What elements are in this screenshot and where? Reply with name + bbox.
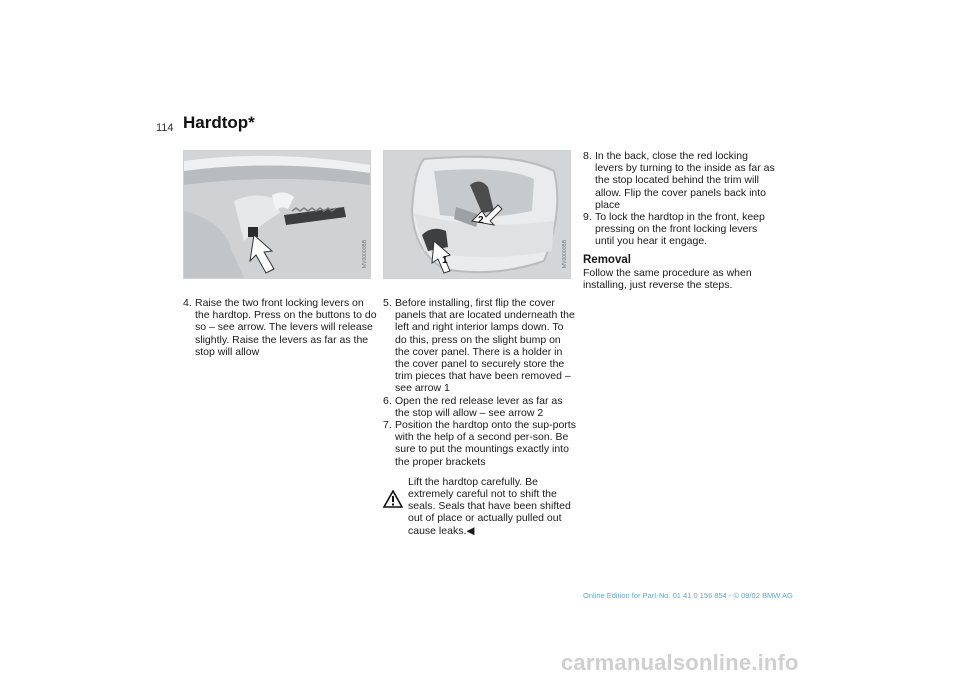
step-5 xyxy=(383,297,578,395)
warning-note xyxy=(383,476,578,537)
figure-code: MV00000BB xyxy=(362,239,368,268)
page-number: 114 xyxy=(156,122,174,134)
step-text: In the back, close the red locking levers by turning to the inside as far as the stop located behind the trim will allow. Flip the cover panels back into place xyxy=(595,150,775,211)
figure-cover-panel xyxy=(383,150,571,279)
page-title: Hardtop* xyxy=(183,113,255,132)
column-1 xyxy=(183,297,378,358)
footer-edition-note: Online Edition for Part-No. 01 41 0 156 854 - © 09/02 BMW AG xyxy=(583,591,793,600)
step-text: Open the red release lever as far as the stop will allow – see arrow 2 xyxy=(395,394,563,419)
removal-heading: Removal xyxy=(583,253,631,266)
step-text: Before installing, first flip the cover panels that are located underneath the left and right interior lamps down. To do this, press on the slight bump on the cover panel. There is a holder in the cover panel to securely store the trim pieces that have been removed – see arrow 1 xyxy=(395,297,575,395)
warning-text xyxy=(383,488,578,537)
step-number: 4. xyxy=(183,297,192,309)
figure-front-locking-lever xyxy=(183,150,371,279)
arrow-1-label: 1 xyxy=(442,255,448,266)
step-text: Position the hardtop onto the sup-ports with the help of a second per-son. Be sure to put the mountings exactly into the proper brackets xyxy=(395,419,576,468)
removal-text: Follow the same procedure as when installing, just reverse the steps. xyxy=(583,266,752,292)
step-4 xyxy=(183,297,378,358)
step-9 xyxy=(583,211,778,248)
step-7 xyxy=(383,419,578,468)
warning-text-line1: Lift the hardtop carefully. Be xyxy=(408,475,538,488)
step-8 xyxy=(583,150,778,211)
step-text: Raise the two front locking levers on the hardtop. Press on the buttons to do so – see arrow. The levers will release slightly. Raise the levers as far as the stop will allow xyxy=(195,297,377,358)
step-6 xyxy=(383,395,578,419)
arrow-2-label: 2 xyxy=(478,215,484,226)
figure-front-locking-lever-drawing xyxy=(184,151,370,278)
step-number: 7. xyxy=(383,419,392,432)
step-number: 6. xyxy=(383,394,392,407)
figure-code: MV00000BB xyxy=(562,239,568,268)
column-3 xyxy=(583,150,778,291)
step-number: 8. xyxy=(583,150,592,162)
step-number: 9. xyxy=(583,211,592,224)
step-number: 5. xyxy=(383,297,392,309)
warning-text-rest: extremely careful not to shift the seals. Seals that have been shifted out of place or actually pulled out cause leaks.◀ xyxy=(408,488,571,537)
column-2 xyxy=(383,297,578,537)
warning-icon xyxy=(383,490,403,508)
watermark: carmanualsonline.info xyxy=(561,650,799,675)
figure-cover-panel-drawing xyxy=(384,151,570,278)
step-text: To lock the hardtop in the front, keep pressing on the front locking levers until you hear it engage. xyxy=(595,211,765,248)
